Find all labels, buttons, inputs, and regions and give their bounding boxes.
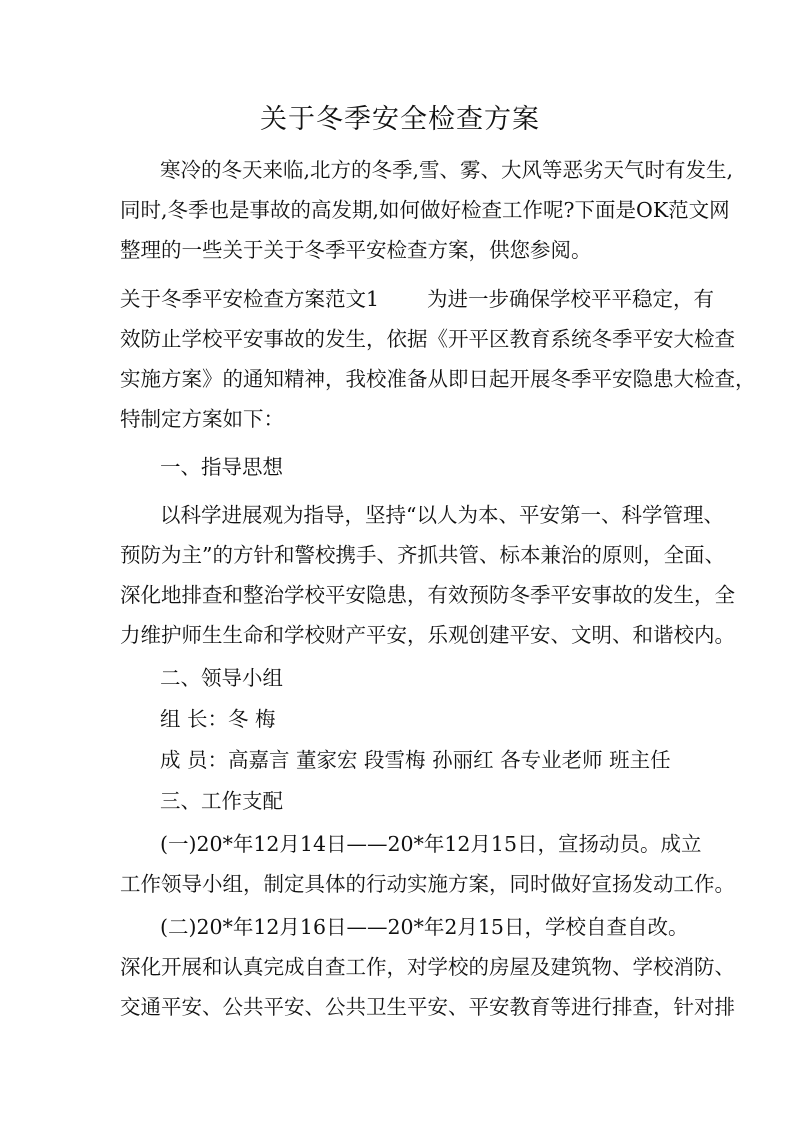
body-line: (一)20*年12月14日——20*年12月15日，宣扬动员。成立 (160, 832, 702, 856)
body-line: 为进一步确保学校平平稳定，有 (427, 287, 715, 311)
body-line: 特制定方案如下： (120, 407, 284, 431)
section-heading-work: 三、工作支配 (160, 789, 283, 813)
body-line: 深化地排查和整治学校平安隐患，有效预防冬季平安事故的发生，全 (120, 583, 735, 607)
section-1-heading-line (120, 284, 714, 314)
body-line: 工作领导小组，制定具体的行动实施方案，同时做好宣扬发动工作。 (120, 872, 735, 896)
body-line: 力维护师生生命和学校财产平安，乐观创建平安、文明、和谐校内。 (120, 623, 735, 647)
section-heading-guiding: 一、指导思想 (160, 455, 283, 479)
group-members-line: 成 员：高嘉言 董家宏 段雪梅 孙丽红 各专业老师 班主任 (160, 748, 671, 772)
body-line: 深化开展和认真完成自查工作，对学校的房屋及建筑物、学校消防、 (120, 955, 735, 979)
body-line: 实施方案》的通知精神，我校准备从即日起开展冬季平安隐患大检查， (120, 367, 756, 391)
group-leader-line: 组 长：冬 梅 (160, 707, 276, 731)
body-line: 交通平安、公共平安、公共卫生平安、平安教育等进行排查，针对排 (120, 995, 735, 1019)
intro-line-2: 同时,冬季也是事故的高发期,如何做好检查工作呢?下面是OK范文网 (120, 198, 730, 222)
body-line: 以科学进展观为指导，坚持“以人为本、平安第一、科学管理、 (160, 503, 724, 527)
intro-line-3: 整理的一些关于关于冬季平安检查方案，供您参阅。 (120, 238, 592, 262)
body-line: (二)20*年12月16日——20*年2月15日，学校自查自改。 (160, 915, 689, 939)
body-line: 效防止学校平安事故的发生，依据《开平区教育系统冬季平安大检查 (120, 327, 735, 351)
intro-line-1: 寒冷的冬天来临,北方的冬季,雪、雾、大风等恶劣天气时有发生, (160, 158, 734, 182)
sample-label: 关于冬季平安检查方案范文1 (120, 287, 380, 311)
section-heading-leadership: 二、领导小组 (160, 666, 283, 690)
body-line: 预防为主”的方针和警校携手、齐抓共管、标本兼治的原则，全面、 (120, 543, 725, 567)
document-title: 关于冬季安全检查方案 (260, 104, 540, 135)
